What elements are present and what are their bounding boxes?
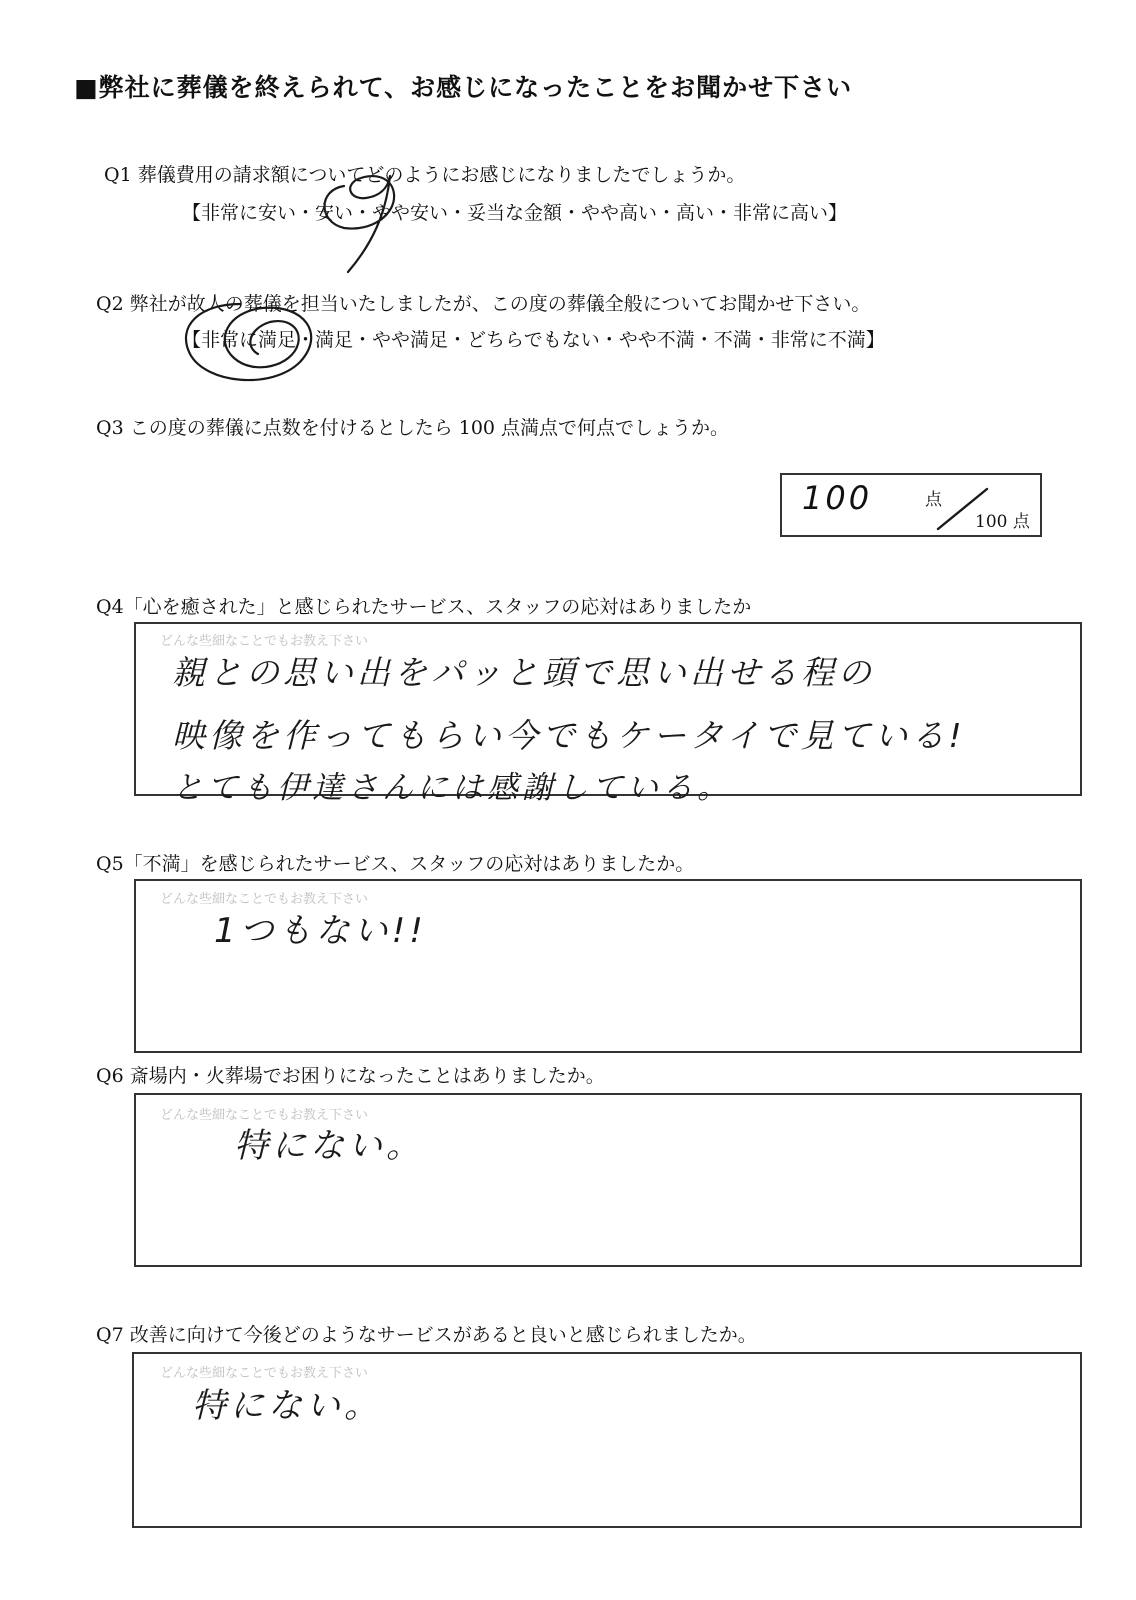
q6-question: Q6 斎場内・火葬場でお困りになったことはありましたか。 — [96, 1065, 605, 1087]
q2-options: 【非常に満足・満足・やや満足・どちらでもない・やや不満・不満・非常に不満】 — [182, 329, 885, 351]
q5-question: Q5「不満」を感じられたサービス、スタッフの応対はありましたか。 — [96, 853, 695, 875]
q4-answer-line-3: とても伊達さんには感謝している。 — [172, 770, 732, 806]
q1-question: Q1 葬儀費用の請求額についてどのようにお感じになりましたでしょうか。 — [104, 164, 746, 186]
page-title: ■弊社に葬儀を終えられて、お感じになったことをお聞かせ下さい — [74, 73, 853, 102]
q5-hint: どんな些細なことでもお教え下さい — [160, 892, 369, 907]
q5-answer: 1つもない!! — [214, 911, 427, 951]
q7-answer: 特にない。 — [192, 1386, 382, 1426]
q4-hint: どんな些細なことでもお教え下さい — [160, 634, 369, 649]
q6-answer: 特にない。 — [234, 1126, 424, 1166]
q4-question: Q4「心を癒された」と感じられたサービス、スタッフの応対はありましたか — [96, 596, 752, 618]
score-unit: 点 — [925, 490, 942, 510]
score-max: 100 点 — [975, 512, 1030, 532]
q4-answer-line-1: 親との思い出をパッと頭で思い出せる程の — [172, 653, 875, 692]
q7-hint: どんな些細なことでもお教え下さい — [160, 1366, 369, 1381]
q7-question: Q7 改善に向けて今後どのようなサービスがあると良いと感じられましたか。 — [96, 1324, 757, 1346]
score-box[interactable] — [780, 473, 1042, 537]
q2-question: Q2 弊社が故人の葬儀を担当いたしましたが、この度の葬儀全般についてお聞かせ下さい。 — [96, 293, 871, 315]
q3-question: Q3 この度の葬儀に点数を付けるとしたら 100 点満点で何点でしょうか。 — [96, 417, 730, 439]
q6-hint: どんな些細なことでもお教え下さい — [160, 1108, 369, 1123]
q1-options: 【非常に安い・安い・やや安い・妥当な金額・やや高い・高い・非常に高い】 — [182, 202, 848, 224]
score-value: 100 — [802, 479, 873, 517]
q4-answer-line-2: 映像を作ってもらい今でもケータイで見ている! — [172, 716, 966, 755]
